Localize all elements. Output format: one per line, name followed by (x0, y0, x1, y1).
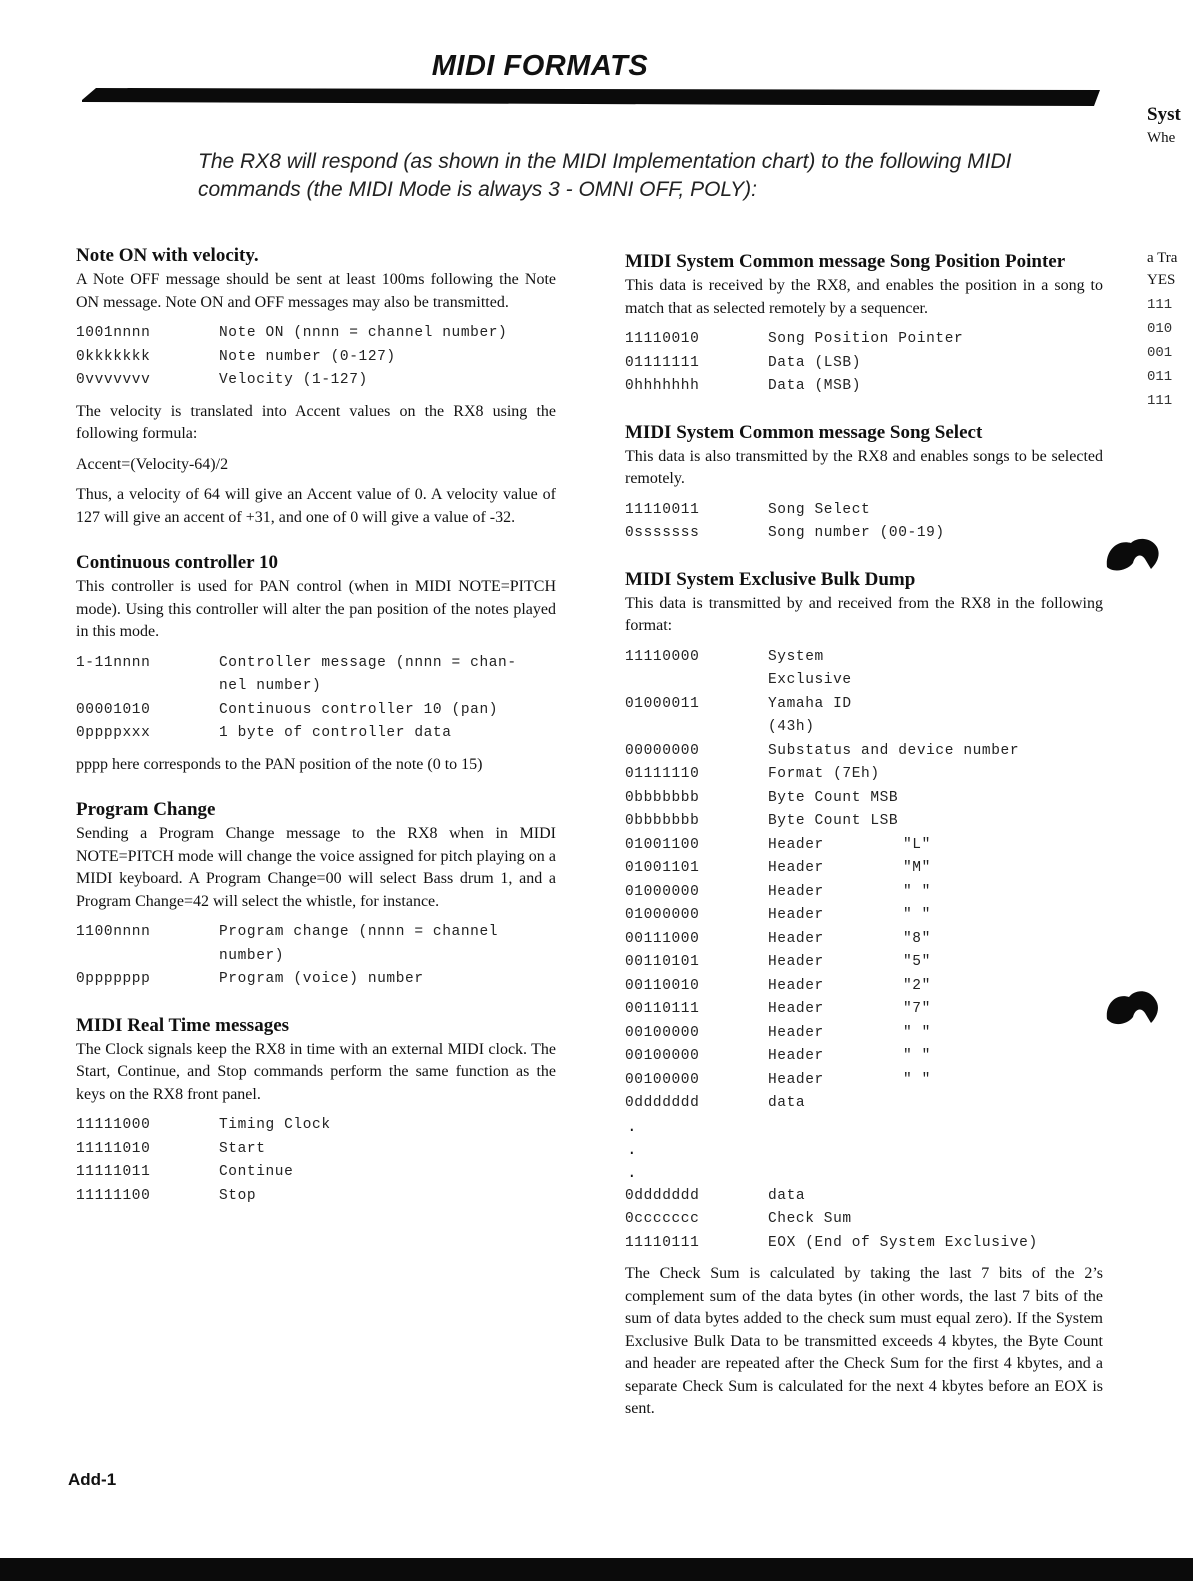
header-char (903, 693, 1019, 740)
intro-text: The RX8 will respond (as shown in the MIDI Implementation chart) to the following MIDI commands (the MIDI Mode is always 3 - OMNI OFF, POLY): (198, 150, 1012, 201)
desc: Header (768, 1071, 824, 1088)
bits: 1-11nnnn (76, 654, 151, 671)
code-row (76, 346, 507, 370)
bits: 11110011 (625, 501, 700, 518)
code-row (625, 352, 963, 376)
bits: 0vvvvvvv (76, 372, 151, 388)
bulk-dump-section (625, 568, 1103, 1421)
desc: Song Position Pointer (768, 331, 964, 347)
header-char: "M" (903, 860, 931, 876)
header-char: " " (903, 1024, 931, 1041)
edge-code: 111 (1147, 297, 1173, 313)
code-table (76, 921, 549, 992)
bits: 0bbbbbbb (625, 813, 700, 829)
code-row (625, 857, 1019, 881)
bits: 01000000 (625, 883, 700, 900)
desc: Header (768, 1048, 824, 1064)
bits: 00111000 (625, 930, 700, 947)
code-row (625, 834, 1019, 858)
header-char (903, 787, 1019, 811)
bits: 1100nnnn (76, 924, 151, 940)
bits: 00100000 (625, 1048, 700, 1064)
code-row (625, 1045, 1019, 1069)
section-heading: MIDI System Common message Song Select (625, 421, 983, 443)
paragraph: The velocity is translated into Accent values on the RX8 using the following formula: (76, 402, 556, 442)
ellipsis-dot: . (627, 1140, 637, 1159)
paragraph: The Check Sum is calculated by taking the last 7 bits of the 2’s complement sum of the data bytes (in other words, the last 7 bits of the sum of data bytes added to the check sum must equal zero). If the System Exclusive Bulk Data to be transmitted exceeds 4 kbytes, the Byte Count and header are repeated after the Check Sum for the first 4 kbytes, and a separate Check Sum is calculated for the next 4 kbytes before an EOX is sent. (625, 1265, 1103, 1417)
code-row (625, 328, 963, 352)
header-char (903, 763, 1019, 787)
bits: 01001100 (625, 836, 700, 853)
desc: Byte Count LSB (768, 813, 899, 829)
code-row (625, 928, 1019, 952)
bits: 01000000 (625, 907, 700, 923)
bits: 11110000 (625, 648, 700, 665)
code-row (76, 1185, 331, 1209)
header-char: "7" (903, 1001, 931, 1017)
code-row (625, 787, 1019, 811)
code-row (625, 904, 1019, 928)
ellipsis-dot: . (627, 1163, 637, 1182)
paragraph: Thus, a velocity of 64 will give an Accent value of 0. A velocity value of 127 will give an accent of +31, and one of 0 will give a value of -32. (76, 486, 556, 526)
bits: 00110010 (625, 977, 700, 994)
binder-hole-mark (1103, 987, 1161, 1029)
desc: Header (768, 907, 824, 923)
code-row (625, 375, 963, 399)
code-row (625, 1185, 1038, 1209)
desc: Header (768, 836, 824, 853)
right-column (625, 250, 1103, 1443)
edge-heading: Syst (1147, 104, 1181, 125)
desc: Substatus and device number (768, 742, 1020, 759)
desc: Velocity (1-127) (219, 372, 368, 388)
code-row (625, 522, 945, 546)
section-heading: MIDI System Common message Song Position Pointer (625, 251, 1066, 272)
desc: Timing Clock (219, 1117, 331, 1133)
binder-hole-mark (1103, 533, 1161, 575)
ellipsis-dot: . (627, 1117, 637, 1136)
code-row (625, 1092, 1019, 1116)
bits: 00000000 (625, 742, 700, 759)
page-title: MIDI FORMATS (431, 50, 649, 82)
code-table (625, 646, 1019, 1116)
section-heading: MIDI Real Time messages (76, 1014, 290, 1036)
bits: 00001010 (76, 701, 151, 718)
paragraph: pppp here corresponds to the PAN position of the note (0 to 15) (76, 755, 483, 773)
desc: data (768, 1095, 806, 1111)
header-char: "5" (903, 954, 931, 970)
code-row (625, 951, 1019, 975)
song-position-section (625, 250, 1103, 399)
desc: Header (768, 930, 824, 947)
code-table (625, 499, 945, 546)
header-char: "2" (903, 977, 931, 994)
header-char: " " (903, 883, 931, 900)
code-table (76, 322, 507, 393)
code-row (625, 1232, 1038, 1256)
section-heading: Note ON with velocity. (76, 245, 259, 266)
desc: Song Select (768, 501, 871, 518)
code-row (76, 968, 549, 992)
desc: Header (768, 954, 824, 970)
bits: 01111110 (625, 766, 700, 782)
header-char: " " (903, 907, 931, 923)
section-heading: Program Change (76, 799, 216, 820)
note-on-section (76, 244, 556, 529)
desc: Header (768, 860, 824, 876)
bits: 0ccccccc (625, 1211, 700, 1227)
code-row (625, 810, 1019, 834)
song-select-section (625, 421, 1103, 546)
desc: Header (768, 1024, 824, 1041)
desc: Header (768, 977, 824, 994)
code-row (625, 693, 1019, 740)
bits: 0hhhhhhh (625, 378, 700, 394)
bits: 11111100 (76, 1187, 151, 1204)
bits: 11110010 (625, 331, 700, 347)
formula: Accent=(Velocity-64)/2 (76, 455, 229, 473)
section-heading: MIDI System Exclusive Bulk Dump (625, 568, 916, 590)
bits: 11111010 (76, 1140, 151, 1157)
code-table (625, 1185, 1038, 1256)
code-row (76, 921, 549, 968)
bits: 00100000 (625, 1071, 700, 1088)
desc: Program change (nnnn = channel number) (219, 924, 499, 964)
code-table (76, 652, 539, 746)
desc: Note number (0-127) (219, 348, 396, 365)
code-row (625, 740, 1019, 764)
desc: data (768, 1187, 806, 1204)
code-row (76, 1114, 331, 1138)
header-char (903, 646, 1019, 693)
bits: 0ddddddd (625, 1187, 700, 1204)
bits: 00110101 (625, 954, 700, 970)
header-char: " " (903, 1048, 931, 1064)
desc: Format (7Eh) (768, 766, 880, 782)
code-row (625, 998, 1019, 1022)
desc: Data (MSB) (768, 378, 862, 394)
code-row (76, 322, 507, 346)
edge-code: 001 (1147, 345, 1173, 361)
code-row (625, 1069, 1019, 1093)
header-char (903, 1092, 1019, 1116)
edge-text: Whe (1147, 130, 1176, 146)
paragraph: This data is transmitted by and received from the RX8 in the following format: (625, 594, 1103, 634)
code-row (76, 652, 539, 699)
code-table (76, 1114, 331, 1208)
page-number: Add-1 (68, 1470, 117, 1489)
edge-text: a Tra (1147, 250, 1178, 266)
code-row (76, 369, 507, 393)
bits: 0sssssss (625, 525, 700, 541)
bits: 1001nnnn (76, 325, 151, 341)
bits: 11111011 (76, 1164, 151, 1180)
code-row (625, 881, 1019, 905)
program-change-section (76, 798, 556, 992)
desc: Start (219, 1140, 266, 1157)
paragraph: A Note OFF message should be sent at least 100ms following the Note ON message. Note ON and OFF messages may also be transmitted. (76, 271, 556, 311)
code-row (625, 975, 1019, 999)
desc: Song number (00-19) (768, 525, 945, 541)
code-row (76, 722, 539, 746)
desc: Stop (219, 1187, 257, 1204)
section-heading: Continuous controller 10 (76, 552, 278, 573)
edge-code: 010 (1147, 321, 1173, 337)
code-row (76, 699, 539, 723)
left-column (76, 244, 556, 1230)
desc: Continue (219, 1164, 294, 1180)
desc: Data (LSB) (768, 354, 862, 371)
code-row (76, 1138, 331, 1162)
desc: System Exclusive (768, 648, 852, 688)
desc: Header (768, 1001, 824, 1017)
controller-section (76, 551, 556, 776)
bits: 00100000 (625, 1024, 700, 1041)
bits: 0ppppppp (76, 971, 151, 987)
desc: 1 byte of controller data (219, 725, 452, 741)
code-row (625, 763, 1019, 787)
desc: Controller message (nnnn = chan-nel number) (219, 654, 517, 694)
header-char: "8" (903, 930, 931, 947)
bits: 11110111 (625, 1234, 700, 1251)
bits: 01111111 (625, 354, 700, 371)
edge-code: 111 (1147, 393, 1173, 409)
desc: Note ON (nnnn = channel number) (219, 325, 508, 341)
bits: 0ddddddd (625, 1095, 700, 1111)
bits: 01000011 (625, 695, 700, 712)
bits: 0kkkkkkk (76, 348, 151, 365)
paragraph: This data is also transmitted by the RX8 and enables songs to be selected remotely. (625, 447, 1103, 487)
code-row (625, 499, 945, 523)
code-row (625, 1208, 1038, 1232)
code-row (625, 646, 1019, 693)
edge-code: 011 (1147, 369, 1173, 385)
header-char (903, 810, 1019, 834)
desc: Byte Count MSB (768, 789, 899, 806)
desc: Check Sum (768, 1211, 852, 1227)
code-row (76, 1161, 331, 1185)
paragraph: Sending a Program Change message to the RX8 when in MIDI NOTE=PITCH mode will change the voice assigned for pitch playing on a MIDI keyboard. A Program Change=00 will select Bass drum 1, and a Program Change=42 will select the whistle, for instance. (76, 825, 556, 910)
bottom-scan-edge (0, 1558, 1193, 1581)
code-table (625, 328, 963, 399)
paragraph: This controller is used for PAN control (when in MIDI NOTE=PITCH mode). Using this controller will alter the pan position of the notes played in this mode. (76, 578, 556, 640)
bits: 0ppppxxx (76, 725, 151, 741)
paragraph: The Clock signals keep the RX8 in time with an external MIDI clock. The Start, Continue, and Stop commands perform the same function as the keys on the RX8 front panel. (76, 1040, 556, 1103)
code-row (625, 1022, 1019, 1046)
desc: EOX (End of System Exclusive) (768, 1234, 1038, 1251)
title-rule (0, 0, 1193, 110)
desc: Continuous controller 10 (pan) (219, 701, 499, 718)
edge-text: YES (1147, 272, 1176, 288)
paragraph: This data is received by the RX8, and enables the position in a song to match that as selected remotely by a sequencer. (625, 277, 1103, 317)
bits: 00110111 (625, 1001, 700, 1017)
realtime-section (76, 1014, 556, 1209)
desc: Header (768, 883, 824, 900)
header-char: " " (903, 1071, 931, 1088)
desc: Program (voice) number (219, 971, 424, 987)
desc: Yamaha ID (43h) (768, 695, 852, 735)
bits: 0bbbbbbb (625, 789, 700, 806)
bits: 01001101 (625, 860, 700, 876)
header-char: "L" (903, 836, 931, 853)
bits: 11111000 (76, 1117, 151, 1133)
